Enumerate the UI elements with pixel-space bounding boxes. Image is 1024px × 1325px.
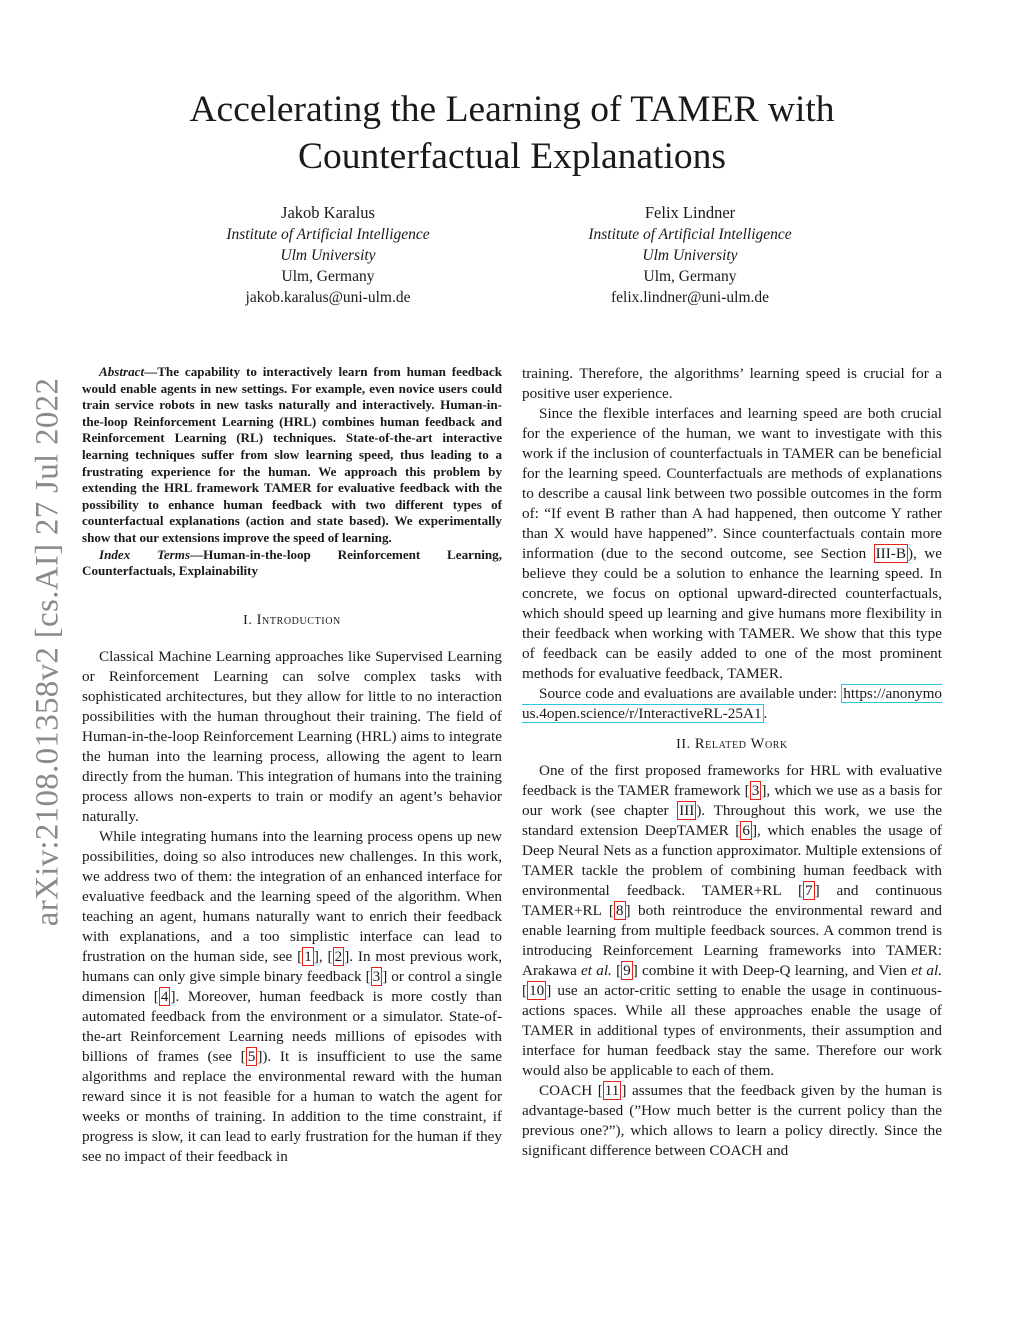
author-location: Ulm, Germany: [281, 268, 375, 285]
citation-link[interactable]: 3: [372, 967, 381, 985]
paragraph: While integrating humans into the learning process opens up new possibilities, doing so also introduces new challenges. In this work, we address two of them: the integration of an enhanced interface for evaluative feedback and the learning speed of the algorithm. When teaching an agent, humans naturally want to enrich their feedback with explanations, and a too simplistic interface can lead to frustration on the human side, see [ 1 ], [ 2 ]. In most previous work, humans can only give simple binary feedback [ 3 ] or control a single dimension [ 4 ]. Moreover, human feedback is more costly than automated feedback from the environment or a simulator. State-of-the-art Reinforcement Learning needs millions of episodes with billions of frames (see [ 5 ]). It is insufficient to use the same algorithms and replace the environmental reward with the human reward since it is not feasible for a human to watch the agent for weeks or months of training. In addition to the time constraint, if progress is slow, it can lead to early frustration for the human if they see no impact of their feedback in: [82, 827, 502, 1165]
right-column: [522, 364, 942, 1161]
section-heading-introduction: I. Introduction: [243, 611, 341, 628]
author-institute: Institute of Artificial Intelligence: [226, 226, 430, 243]
title-line-1: Accelerating the Learning of TAMER with: [189, 89, 835, 130]
citation-link[interactable]: 5: [247, 1047, 256, 1065]
abstract-text: —The capability to interactively learn from human feedback would enable agents in new settings. For example, even novice users could train service robots in new tasks naturally and interactively. Human-in-the-loop Reinforcement Learning (HRL) combines human feedback and Reinforcement Learning (RL) techniques. State-of-the-art interactive learning techniques suffer from slow learning speed, thus leading to a frustrating experience for the human. We approach this problem by extending the HRL framework TAMER for evaluative feedback with the possibility to enhance human feedback with two different types of counterfactual explanations (action and state based). We experimentally show that our extensions improve the speed of learning.: [82, 364, 502, 545]
paper-title: [0, 86, 1024, 180]
paragraph: One of the first proposed frameworks for HRL with evaluative feedback is the TAMER framework [ 3 ], which we use as a basis for our work (see chapter III ). Throughout this work, we use the standard extension DeepTAMER [ 6 ], which enables the usage of Deep Neural Nets as a function approximator. Multiple extensions of TAMER tackle the problem of combining human feedback with environmental feedback. TAMER+RL [ 7 ] and continuous TAMER+RL [ 8 ] both reintroduce the environmental reward and enable learning from multiple feedback sources. A common trend is introducing Reinforcement Learning frameworks into TAMER: Arakawa et al. [ 9 ] combine it with Deep-Q learning, and Vien et al. [ 10 ] use an actor-critic setting to enable the usage in continuous-actions spaces. While all these approaches enable the usage of TAMER in additional types of environments, their assumption and interface for human feedback stay the same. Therefore our work would also be applicable to each of them.: [522, 762, 943, 1079]
related-work-body: [522, 761, 942, 1161]
paragraph: Classical Machine Learning approaches like Supervised Learning or Reinforcement Learning can solve complex tasks with sophisticated architectures, but they allow for little to no interaction possibilities with the human throughout their training. The field of Human-in-the-loop Reinforcement Learning (HRL) aims to integrate the human into the learning process, allowing the agent to learn directly from the human. This integration of humans into the training process allows non-experts to train or modify an agent’s behavior naturally.: [82, 647, 502, 825]
abstract: [82, 364, 502, 580]
citation-link[interactable]: 1: [304, 947, 312, 965]
citation-link[interactable]: 3: [751, 782, 760, 799]
paragraph: COACH [ 11 ] assumes that the feedback given by the human is advantage-based (”How much better is the current policy than the previous one?”), which allows to learn a policy directly. Since the significant difference between COACH and: [522, 1082, 942, 1159]
citation-link[interactable]: 4: [160, 987, 169, 1005]
citation-link[interactable]: 10: [529, 982, 545, 999]
citation-link[interactable]: 9: [623, 962, 631, 979]
author-name: Felix Lindner: [644, 203, 736, 222]
author-location: Ulm, Germany: [643, 268, 737, 285]
paragraph: Source code and evaluations are available under: https://anonymous.4open.science/r/InteractiveRL-25A1 .: [522, 685, 942, 722]
section-link[interactable]: III: [679, 802, 695, 819]
author-university: Ulm University: [280, 247, 376, 264]
paragraph: training. Therefore, the algorithms’ learning speed is crucial for a positive user experience.: [522, 365, 942, 402]
author-name: Jakob Karalus: [281, 203, 375, 222]
author-university: Ulm University: [642, 247, 738, 264]
index-terms-label: Index Terms: [99, 546, 191, 562]
author-block-2: [480, 202, 900, 308]
paragraph: Since the flexible interfaces and learning speed are both crucial for the experience of the human, we want to investigate with this work if the inclusion of counterfactuals in TAMER can be beneficial for the learning speed. Counterfactuals are methods of explanations to describe a causal link between two possible outcomes in the form of: “If event B rather than A had happened, then outcome Y rather than X would have happened”. Since counterfactuals contain more information (due to the second outcome, see Section III-B ), we believe they could be a solution to enhance the learning speed. In concrete, we focus on optional upward-directed counterfactuals, which should speed up learning and give humans more flexibility in their feedback when working with TAMER. We show that this type of feedback can be easily added to one of the most prominent methods for evaluative feedback, TAMER.: [522, 405, 942, 682]
source-code-link[interactable]: https://anonymous.4open.science/r/InteractiveRL-25A1: [522, 685, 942, 722]
arxiv-sidebar-stamp: arXiv:2108.01358v2 [cs.AI] 27 Jul 2022: [29, 377, 66, 927]
author-institute: Institute of Artificial Intelligence: [588, 226, 792, 243]
section-link[interactable]: III-B: [875, 545, 906, 562]
author-email: felix.lindner@uni-ulm.de: [610, 289, 770, 306]
citation-link[interactable]: 8: [615, 902, 624, 919]
introduction-body-continued: [522, 364, 942, 724]
introduction-body: [82, 647, 502, 1167]
author-email: jakob.karalus@uni-ulm.de: [245, 289, 411, 306]
citation-link[interactable]: 6: [742, 822, 750, 839]
author-block-1: [118, 202, 538, 308]
citation-link[interactable]: 11: [604, 1082, 620, 1099]
citation-link[interactable]: 7: [805, 882, 813, 899]
left-column: [82, 364, 502, 1167]
section-heading-related-work: II. Related Work: [676, 736, 788, 752]
abstract-label: Abstract: [99, 364, 145, 379]
citation-link[interactable]: 2: [334, 947, 343, 965]
title-line-2: Counterfactual Explanations: [298, 136, 726, 177]
index-terms-text: —Human-in-the-loop Reinforcement Learning, Counterfactuals, Explainability: [82, 546, 502, 579]
